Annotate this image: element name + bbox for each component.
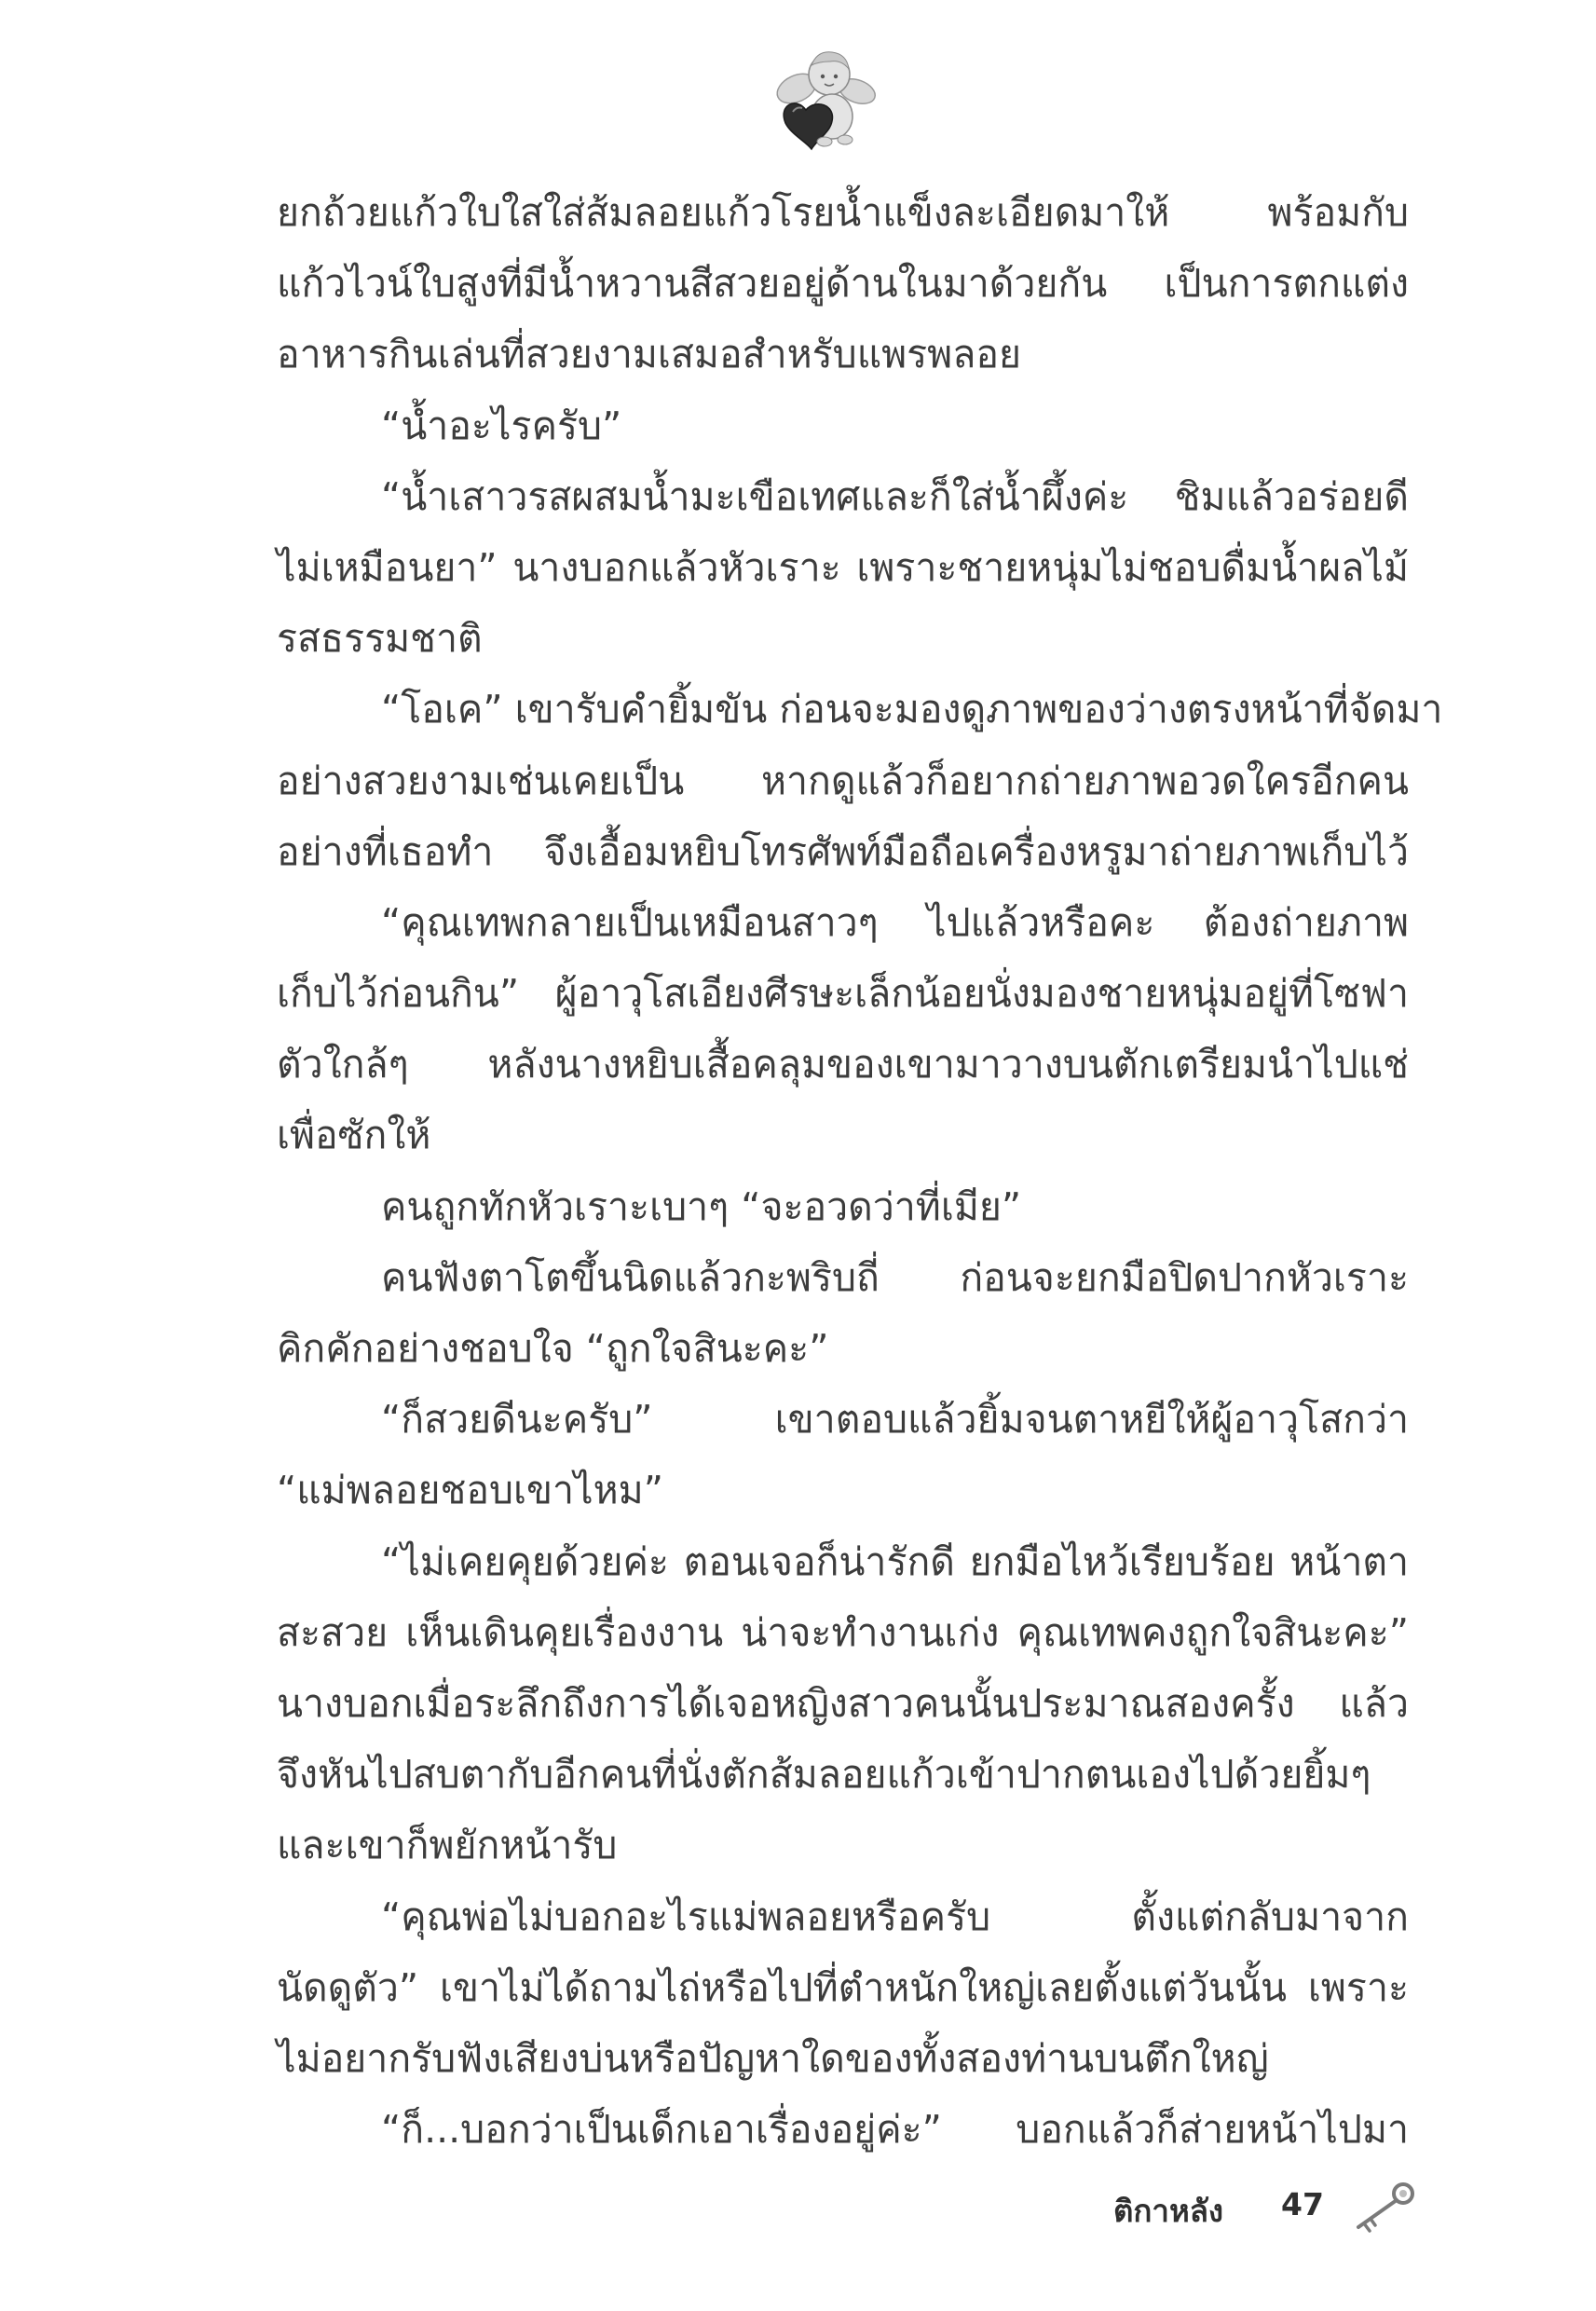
text-line: “ไม่เคยคุยด้วยค่ะ ตอนเจอก็น่ารักดี ยกมือไหว้เรียบร้อย หน้าตา [381, 1538, 1409, 1584]
text-line: เพื่อซักให้ [277, 1113, 431, 1158]
text-line: ยกถ้วยแก้วใบใสใส่ส้มลอยแก้วโรยน้ำแข็งละเอียดมาให้ พร้อมกับ [277, 190, 1409, 235]
text-line: รสธรรมชาติ [277, 616, 483, 662]
text-line: “ก็...บอกว่าเป็นเด็กเอาเรื่องอยู่ค่ะ” บอกแล้วก็ส่ายหน้าไปมา [381, 2107, 1409, 2153]
text-line: “คุณพ่อไม่บอกอะไรแม่พลอยหรือครับ ตั้งแต่กลับมาจาก [381, 1894, 1409, 1939]
key-icon [1349, 2179, 1419, 2235]
page-number: 47 [1281, 2186, 1324, 2222]
cherub-heart-icon [759, 37, 890, 158]
text-line: นางบอกเมื่อระลึกถึงการได้เจอหญิงสาวคนนั้นประมาณสองครั้ง แล้ว [277, 1680, 1409, 1726]
text-line: แก้วไวน์ใบสูงที่มีน้ำหวานสีสวยอยู่ด้านในมาด้วยกัน เป็นการตกแต่ง [277, 261, 1409, 307]
text-line: และเขาก็พยักหน้ารับ [277, 1823, 618, 1868]
text-line: คนฟังตาโตขึ้นนิดแล้วกะพริบถี่ ก่อนจะยกมือปิดปากหัวเราะ [381, 1254, 1409, 1300]
text-line: “น้ำอะไรครับ” [381, 403, 622, 448]
text-line: ไม่อยากรับฟังเสียงบ่นหรือปัญหาใดของทั้งสองท่านบนตึกใหญ่ [277, 2035, 1269, 2081]
text-line: อย่างที่เธอทำ จึงเอื้อมหยิบโทรศัพท์มือถือเครื่องหรูมาถ่ายภาพเก็บไว้ [277, 828, 1409, 874]
text-line: เก็บไว้ก่อนกิน” ผู้อาวุโสเอียงศีรษะเล็กน้อยนั่งมองชายหนุ่มอยู่ที่โซฟา [277, 971, 1409, 1017]
text-line: จึงหันไปสบตากับอีกคนที่นั่งตักส้มลอยแก้วเข้าปากตนเองไปด้วยยิ้มๆ [277, 1752, 1371, 1798]
text-line: สะสวย เห็นเดินคุยเรื่องงาน น่าจะทำงานเก่ง คุณเทพคงถูกใจสินะคะ” [277, 1609, 1409, 1655]
text-line: อย่างสวยงามเช่นเคยเป็น หากดูแล้วก็อยากถ่ายภาพอวดใครอีกคน [277, 758, 1409, 803]
running-title: ติกาหลัง [1113, 2193, 1224, 2229]
text-line: “น้ำเสาวรสผสมน้ำมะเขือเทศและก็ใส่น้ำผึ้งค่ะ ชิมแล้วอร่อยดี [381, 473, 1409, 519]
text-line: ไม่เหมือนยา” นางบอกแล้วหัวเราะ เพราะชายหนุ่มไม่ชอบดื่มน้ำผลไม้ [277, 544, 1409, 590]
text-line: คนถูกทักหัวเราะเบาๆ “จะอวดว่าที่เมีย” [381, 1183, 1022, 1229]
text-line: ตัวใกล้ๆ หลังนางหยิบเสื้อคลุมของเขามาวางบนตักเตรียมนำไปแช่ [277, 1042, 1409, 1087]
page-footer [1099, 2179, 1435, 2235]
text-line: “คุณเทพกลายเป็นเหมือนสาวๆ ไปแล้วหรือคะ ต้องถ่ายภาพ [381, 899, 1409, 945]
body-text [277, 177, 1443, 2165]
text-line: “โอเค” เขารับคำยิ้มขัน ก่อนจะมองดูภาพของว่างตรงหน้าที่จัดมา [381, 687, 1443, 732]
text-line: คิกคักอย่างชอบใจ “ถูกใจสินะคะ” [277, 1326, 829, 1371]
text-line: “ก็สวยดีนะครับ” เขาตอบแล้วยิ้มจนตาหยีให้ผู้อาวุโสกว่า [381, 1397, 1409, 1443]
text-line: “แม่พลอยชอบเขาไหม” [277, 1468, 663, 1513]
text-line: นัดดูตัว” เขาไม่ได้ถามไถ่หรือไปที่ตำหนักใหญ่เลยตั้งแต่วันนั้น เพราะ [277, 1964, 1409, 2010]
text-line: อาหารกินเล่นที่สวยงามเสมอสำหรับแพรพลอย [277, 332, 1021, 377]
